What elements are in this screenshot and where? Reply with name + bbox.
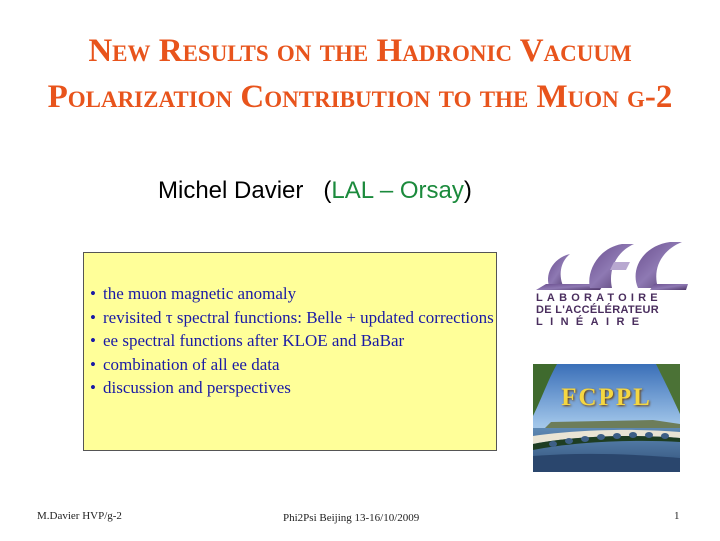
lal-line-3: LINÉAIRE [536, 316, 647, 328]
footer-conference: Phi2Psi Beijing 13-16/10/2009 [283, 512, 420, 524]
footer-author-topic: M.Davier HVP/g-2 [37, 510, 122, 522]
outline-box [83, 252, 497, 451]
author-name: Michel Davier [158, 177, 304, 204]
author-affiliation: LAL – Orsay [331, 177, 464, 204]
outline-item: • revisited τ spectral functions: Belle + updated corrections [90, 306, 496, 330]
outline-item: • discussion and perspectives [90, 376, 496, 400]
outline-item: • the muon magnetic anomaly [90, 282, 496, 306]
title-line-2: Polarization Contribution to the Muon g-2 [47, 79, 673, 115]
slide-title [0, 28, 720, 120]
lal-logo-text [536, 292, 686, 328]
outline-item: • combination of all ee data [90, 353, 496, 377]
affiliation-close-paren: ) [463, 177, 472, 204]
fcppl-photo-icon [533, 364, 680, 472]
author-line [158, 177, 472, 205]
lal-line-1: LABORATOIRE [536, 292, 662, 304]
title-line-1: New Results on the Hadronic Vacuum [88, 33, 632, 69]
lal-line-2: DE L'ACCÉLÉRATEUR [536, 304, 660, 316]
outline-item: • ee spectral functions after KLOE and BaBar [90, 329, 496, 353]
fcppl-label: FCPPL [561, 384, 652, 411]
footer-page-number: 1 [674, 510, 680, 522]
outline-list [84, 253, 496, 400]
affiliation-open-paren: ( [323, 177, 332, 204]
